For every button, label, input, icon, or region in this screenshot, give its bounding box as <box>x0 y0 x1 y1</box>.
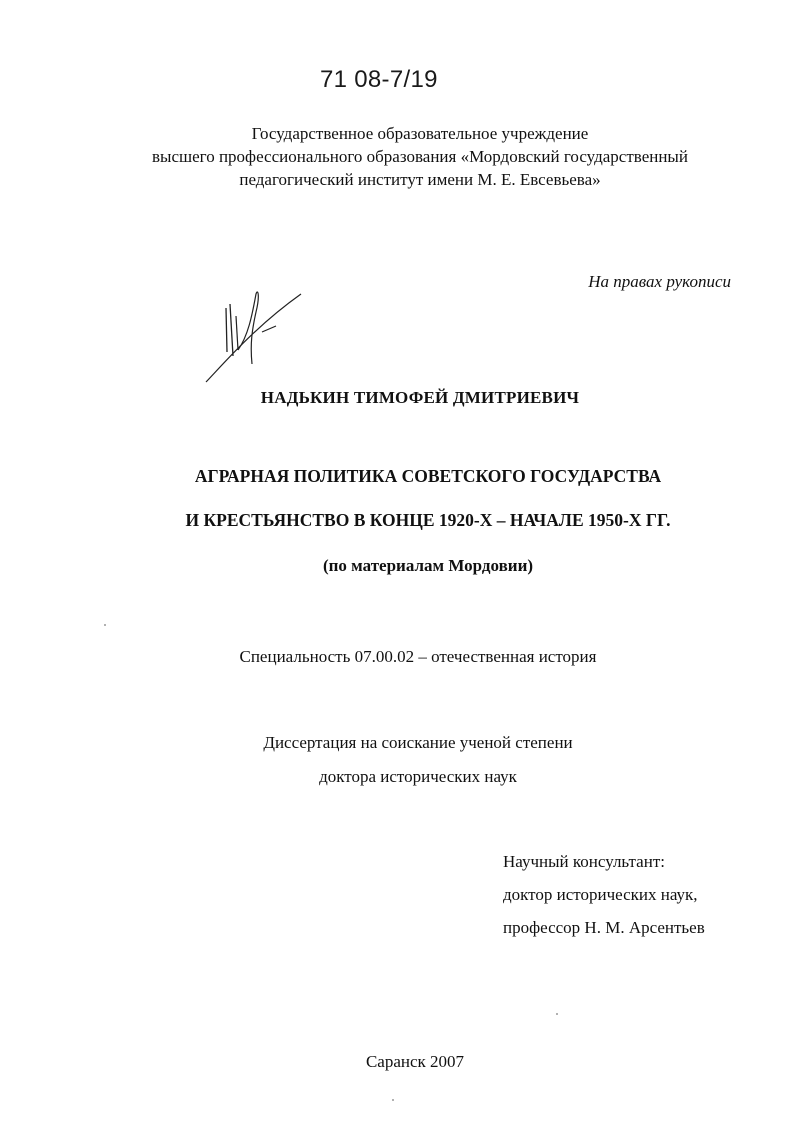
title-line-1: АГРАРНАЯ ПОЛИТИКА СОВЕТСКОГО ГОСУДАРСТВА <box>194 466 662 486</box>
institution-line-2: высшего профессионального образования «Мордовский государственный <box>152 147 688 166</box>
institution-line-1: Государственное образовательное учреждение <box>251 124 589 143</box>
consultant-label: Научный консультант: <box>503 852 665 871</box>
scan-speck <box>392 1099 394 1101</box>
city-year: Саранск 2007 <box>365 1052 465 1071</box>
dissertation-line-2: доктора исторических наук <box>319 767 517 786</box>
institution-header <box>0 122 793 191</box>
dissertation-line-1: Диссертация на соискание ученой степени <box>263 733 573 752</box>
handwritten-signature <box>196 286 306 386</box>
consultant-degree: доктор исторических наук, <box>503 885 698 904</box>
archive-stamp: 71 08-7/19 <box>320 66 438 93</box>
manuscript-rights-note: На правах рукописи <box>588 272 731 291</box>
dissertation-degree <box>0 726 793 794</box>
title-subtitle: (по материалам Мордовии) <box>322 556 534 575</box>
specialty: Специальность 07.00.02 – отечественная история <box>239 647 597 666</box>
scan-speck <box>556 1013 558 1015</box>
consultant-name: профессор Н. М. Арсентьев <box>503 918 705 937</box>
scientific-consultant <box>503 845 705 944</box>
title-line-2: И КРЕСТЬЯНСТВО В КОНЦЕ 1920-Х – НАЧАЛЕ 1950-Х ГГ. <box>185 510 671 530</box>
institution-line-3: педагогический институт имени М. Е. Евсевьева» <box>239 170 601 189</box>
author-name: НАДЬКИН ТИМОФЕЙ ДМИТРИЕВИЧ <box>260 388 580 407</box>
scan-speck <box>104 624 106 626</box>
